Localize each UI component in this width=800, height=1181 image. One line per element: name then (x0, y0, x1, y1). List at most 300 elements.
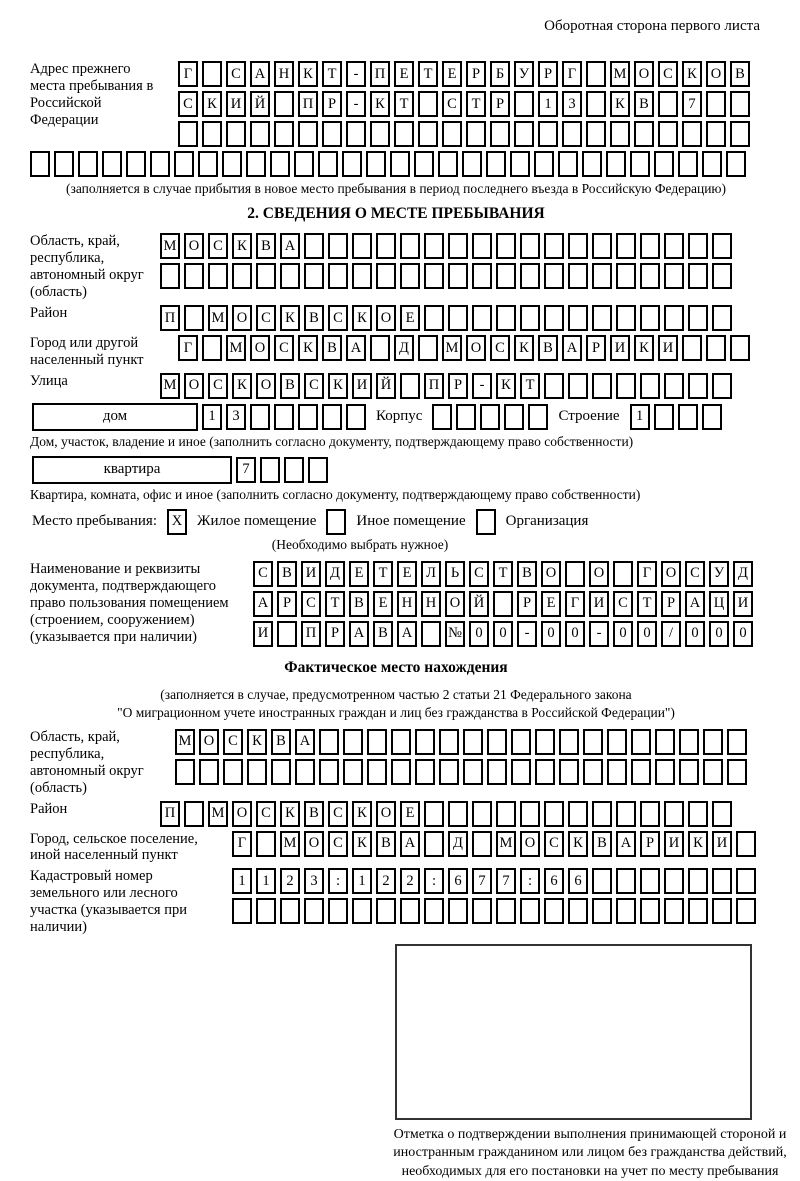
char-cell: П (370, 61, 390, 87)
char-cell: Т (322, 61, 342, 87)
char-cell: О (466, 335, 486, 361)
char-cell: У (514, 61, 534, 87)
char-cell: Р (322, 91, 342, 117)
char-cell: Т (637, 591, 657, 617)
char-cell (520, 233, 540, 259)
char-cell (664, 868, 684, 894)
char-cell (568, 263, 588, 289)
char-cell: : (520, 868, 540, 894)
stay-checkbox-inoe (326, 509, 346, 535)
char-cell (702, 151, 722, 177)
char-cell: О (199, 729, 219, 755)
char-cell (538, 121, 558, 147)
char-cell (592, 263, 612, 289)
char-cell: В (322, 335, 342, 361)
char-cell (640, 233, 660, 259)
char-cell (504, 404, 524, 430)
char-cell: А (616, 831, 636, 857)
apartment-grid (236, 457, 328, 483)
char-cell: А (250, 61, 270, 87)
char-cell: О (376, 801, 396, 827)
apartment-row (32, 456, 762, 484)
char-cell (655, 729, 675, 755)
char-cell (418, 335, 438, 361)
char-cell: 1 (352, 868, 372, 894)
char-cell: С (208, 233, 228, 259)
char-cell (472, 263, 492, 289)
char-cell: Е (541, 591, 561, 617)
document-row-3 (253, 621, 753, 647)
district-label: Район (30, 304, 68, 321)
char-cell: В (376, 831, 396, 857)
char-cell: Т (466, 91, 486, 117)
char-cell: О (706, 61, 726, 87)
actual-location-note-2: "О миграционном учете иностранных граждан и лиц без гражданства в Российской Федерации") (117, 704, 675, 720)
char-cell (256, 263, 276, 289)
cadastral-label: Кадастровый номер земельного или лесного участка (указывается при наличии) (30, 868, 187, 936)
char-cell (688, 373, 708, 399)
char-cell (367, 729, 387, 755)
char-cell (631, 759, 651, 785)
char-cell: Н (421, 591, 441, 617)
char-cell: 1 (202, 404, 222, 430)
char-cell (514, 91, 534, 117)
char-cell (616, 305, 636, 331)
char-cell (448, 263, 468, 289)
char-cell (250, 121, 270, 147)
char-cell (222, 151, 242, 177)
char-cell (391, 729, 411, 755)
char-cell (535, 729, 555, 755)
char-cell (616, 373, 636, 399)
char-cell (712, 801, 732, 827)
char-cell (496, 233, 516, 259)
char-cell: С (226, 61, 246, 87)
char-cell (511, 759, 531, 785)
char-cell (616, 868, 636, 894)
char-cell: № (445, 621, 465, 647)
char-cell (559, 729, 579, 755)
char-cell (424, 898, 444, 924)
char-cell (712, 233, 732, 259)
char-cell: В (271, 729, 291, 755)
char-cell: В (517, 561, 537, 587)
char-cell (390, 151, 410, 177)
char-cell (456, 404, 476, 430)
char-cell: Г (565, 591, 585, 617)
char-cell: К (280, 801, 300, 827)
char-cell (544, 305, 564, 331)
char-cell (592, 898, 612, 924)
char-cell: Р (661, 591, 681, 617)
char-cell: А (280, 233, 300, 259)
char-cell: С (544, 831, 564, 857)
char-cell: 7 (496, 868, 516, 894)
char-cell (352, 263, 372, 289)
char-cell: П (160, 801, 180, 827)
char-cell (616, 801, 636, 827)
char-cell (256, 831, 276, 857)
char-cell (246, 151, 266, 177)
char-cell (736, 868, 756, 894)
actual-region-grids (175, 729, 747, 785)
char-cell (376, 263, 396, 289)
char-cell: Д (448, 831, 468, 857)
char-cell (544, 373, 564, 399)
char-cell (510, 151, 530, 177)
char-cell: О (445, 591, 465, 617)
char-cell (688, 305, 708, 331)
char-cell: Й (376, 373, 396, 399)
prev-address-row-2 (178, 91, 750, 117)
char-cell (679, 759, 699, 785)
char-cell (150, 151, 170, 177)
char-cell: К (496, 373, 516, 399)
char-cell: Р (640, 831, 660, 857)
char-cell: Е (373, 591, 393, 617)
char-cell (562, 121, 582, 147)
char-cell (514, 121, 534, 147)
char-cell (462, 151, 482, 177)
char-cell (688, 263, 708, 289)
actual-region-row-2 (175, 759, 747, 785)
char-cell: К (352, 801, 372, 827)
char-cell (424, 801, 444, 827)
char-cell (706, 335, 726, 361)
char-cell: Е (397, 561, 417, 587)
char-cell: Т (418, 61, 438, 87)
char-cell (424, 831, 444, 857)
char-cell (199, 759, 219, 785)
char-cell: И (712, 831, 732, 857)
char-cell: - (517, 621, 537, 647)
char-cell (727, 729, 747, 755)
char-cell (370, 121, 390, 147)
char-cell (568, 373, 588, 399)
char-cell: 1 (232, 868, 252, 894)
char-cell (415, 729, 435, 755)
char-cell: О (634, 61, 654, 87)
char-cell: К (352, 831, 372, 857)
char-cell: С (304, 373, 324, 399)
char-cell: К (568, 831, 588, 857)
char-cell (400, 373, 420, 399)
char-cell: С (442, 91, 462, 117)
char-cell (730, 91, 750, 117)
char-cell (184, 263, 204, 289)
char-cell: И (733, 591, 753, 617)
char-cell: А (253, 591, 273, 617)
char-cell (586, 61, 606, 87)
char-cell (534, 151, 554, 177)
char-cell: 0 (613, 621, 633, 647)
char-cell (568, 233, 588, 259)
char-cell (736, 898, 756, 924)
char-cell: М (175, 729, 195, 755)
char-cell: - (346, 91, 366, 117)
char-cell: Е (442, 61, 462, 87)
stay-option-org-label: Организация (505, 513, 589, 530)
char-cell: С (613, 591, 633, 617)
korpus-label: Корпус (376, 408, 423, 425)
char-cell: С (253, 561, 273, 587)
char-cell (679, 729, 699, 755)
char-cell: О (541, 561, 561, 587)
region-row-2 (160, 263, 732, 289)
char-cell (688, 898, 708, 924)
char-cell (544, 233, 564, 259)
char-cell (565, 561, 585, 587)
char-cell: О (256, 373, 276, 399)
char-cell (472, 831, 492, 857)
char-cell: 2 (280, 868, 300, 894)
stay-type-label: Место пребывания: (32, 513, 157, 530)
char-cell (319, 759, 339, 785)
char-cell: Е (400, 305, 420, 331)
actual-location-note-1: (заполняется в случае, предусмотренном частью 2 статьи 21 Федерального закона (160, 686, 632, 702)
stroenie-grid (630, 404, 722, 430)
char-cell (466, 121, 486, 147)
char-cell (496, 305, 516, 331)
char-cell (688, 868, 708, 894)
char-cell: - (472, 373, 492, 399)
char-cell: Д (733, 561, 753, 587)
street-row (160, 373, 732, 399)
char-cell: О (304, 831, 324, 857)
actual-city-label: Город, сельское поселение, иной населенный пункт (30, 830, 198, 864)
char-cell: А (685, 591, 705, 617)
char-cell (616, 233, 636, 259)
char-cell: М (496, 831, 516, 857)
char-cell: С (328, 831, 348, 857)
char-cell (415, 759, 435, 785)
char-cell (640, 801, 660, 827)
char-cell: С (328, 801, 348, 827)
char-cell: 1 (256, 868, 276, 894)
char-cell (126, 151, 146, 177)
char-cell (208, 263, 228, 289)
char-cell (703, 759, 723, 785)
char-cell (463, 759, 483, 785)
stay-type-row (32, 509, 762, 535)
char-cell (486, 151, 506, 177)
document-row-2 (253, 591, 753, 617)
char-cell: Й (469, 591, 489, 617)
char-cell (520, 801, 540, 827)
char-cell (558, 151, 578, 177)
prev-address-row-4 (30, 151, 762, 177)
prev-address-caption: (заполняется в случае прибытия в новое место пребывания в период последнего въезда в Российскую Федерацию) (65, 181, 727, 196)
char-cell: К (247, 729, 267, 755)
char-cell (102, 151, 122, 177)
document-grids (253, 561, 753, 647)
char-cell (346, 121, 366, 147)
char-cell (664, 233, 684, 259)
char-cell (247, 759, 267, 785)
char-cell: 0 (469, 621, 489, 647)
char-cell: А (400, 831, 420, 857)
char-cell (232, 263, 252, 289)
char-cell: С (685, 561, 705, 587)
char-cell: А (562, 335, 582, 361)
char-cell (376, 898, 396, 924)
stay-type-hint: (Необходимо выбрать нужное) (271, 536, 449, 552)
prev-address-row-1 (178, 61, 750, 87)
district-row (160, 305, 732, 331)
region-row-1 (160, 233, 732, 259)
char-cell: 0 (565, 621, 585, 647)
char-cell: И (589, 591, 609, 617)
char-cell (730, 335, 750, 361)
char-cell (487, 759, 507, 785)
char-cell: П (301, 621, 321, 647)
char-cell (448, 233, 468, 259)
actual-region-field (30, 729, 762, 797)
char-cell: Р (466, 61, 486, 87)
char-cell: Й (250, 91, 270, 117)
char-cell (712, 868, 732, 894)
char-cell (414, 151, 434, 177)
char-cell (448, 898, 468, 924)
char-cell (418, 91, 438, 117)
char-cell (682, 121, 702, 147)
char-cell: В (277, 561, 297, 587)
char-cell: К (514, 335, 534, 361)
char-cell (202, 121, 222, 147)
char-cell: К (352, 305, 372, 331)
char-cell (352, 898, 372, 924)
char-cell (274, 404, 294, 430)
char-cell: В (280, 373, 300, 399)
char-cell (607, 729, 627, 755)
char-cell: А (397, 621, 417, 647)
char-cell (342, 151, 362, 177)
char-cell: 6 (448, 868, 468, 894)
char-cell: 0 (541, 621, 561, 647)
char-cell (712, 373, 732, 399)
char-cell: Р (538, 61, 558, 87)
section2-title: 2. СВЕДЕНИЯ О МЕСТЕ ПРЕБЫВАНИЯ (247, 205, 545, 222)
char-cell: Б (490, 61, 510, 87)
char-cell: 1 (538, 91, 558, 117)
char-cell (184, 801, 204, 827)
char-cell: М (226, 335, 246, 361)
char-cell: Т (373, 561, 393, 587)
char-cell (232, 898, 252, 924)
char-cell: П (298, 91, 318, 117)
char-cell: - (346, 61, 366, 87)
region-field (30, 233, 762, 301)
district-field (30, 305, 762, 331)
char-cell: Т (520, 373, 540, 399)
char-cell (640, 263, 660, 289)
char-cell (654, 404, 674, 430)
actual-region-row-1 (175, 729, 747, 755)
char-cell: И (226, 91, 246, 117)
char-cell (202, 335, 222, 361)
cadastral-row-2 (232, 898, 756, 924)
char-cell (582, 151, 602, 177)
char-cell: 7 (682, 91, 702, 117)
char-cell (634, 121, 654, 147)
char-cell (583, 759, 603, 785)
char-cell (664, 305, 684, 331)
char-cell (304, 233, 324, 259)
char-cell (520, 263, 540, 289)
char-cell: К (298, 61, 318, 87)
char-cell: К (634, 335, 654, 361)
actual-city-row (232, 831, 756, 857)
char-cell: С (328, 305, 348, 331)
char-cell (418, 121, 438, 147)
char-cell (78, 151, 98, 177)
char-cell (726, 151, 746, 177)
char-cell (610, 121, 630, 147)
char-cell: Н (397, 591, 417, 617)
char-cell: В (304, 801, 324, 827)
char-cell (421, 621, 441, 647)
city-field (30, 335, 762, 369)
char-cell (640, 868, 660, 894)
actual-district-label: Район (30, 800, 68, 817)
char-cell: Т (493, 561, 513, 587)
apartment-type-box: квартира (32, 456, 232, 484)
char-cell (178, 121, 198, 147)
char-cell (655, 759, 675, 785)
char-cell (487, 729, 507, 755)
char-cell: О (232, 801, 252, 827)
char-cell: М (610, 61, 630, 87)
char-cell (664, 801, 684, 827)
char-cell (472, 305, 492, 331)
char-cell: К (298, 335, 318, 361)
char-cell (322, 404, 342, 430)
char-cell: С (274, 335, 294, 361)
char-cell (319, 729, 339, 755)
char-cell: В (304, 305, 324, 331)
char-cell (328, 898, 348, 924)
char-cell: С (658, 61, 678, 87)
char-cell (592, 305, 612, 331)
char-cell (277, 621, 297, 647)
char-cell: М (160, 373, 180, 399)
char-cell: Т (394, 91, 414, 117)
char-cell (664, 373, 684, 399)
char-cell: О (232, 305, 252, 331)
char-cell: К (328, 373, 348, 399)
char-cell (322, 121, 342, 147)
char-cell: В (730, 61, 750, 87)
char-cell (592, 868, 612, 894)
char-cell (328, 263, 348, 289)
char-cell (568, 801, 588, 827)
char-cell: И (610, 335, 630, 361)
house-type-box: дом (32, 403, 198, 431)
char-cell: Ц (709, 591, 729, 617)
char-cell: К (370, 91, 390, 117)
prev-address-label: Адрес прежнего места пребывания в Российской Федерации (30, 61, 154, 128)
char-cell: О (184, 373, 204, 399)
cadastral-row-1 (232, 868, 756, 894)
char-cell: : (424, 868, 444, 894)
char-cell (439, 729, 459, 755)
char-cell (308, 457, 328, 483)
char-cell (328, 233, 348, 259)
house-row (32, 403, 762, 431)
city-label: Город или другой населенный пункт (30, 334, 144, 368)
char-cell (198, 151, 218, 177)
char-cell (352, 233, 372, 259)
